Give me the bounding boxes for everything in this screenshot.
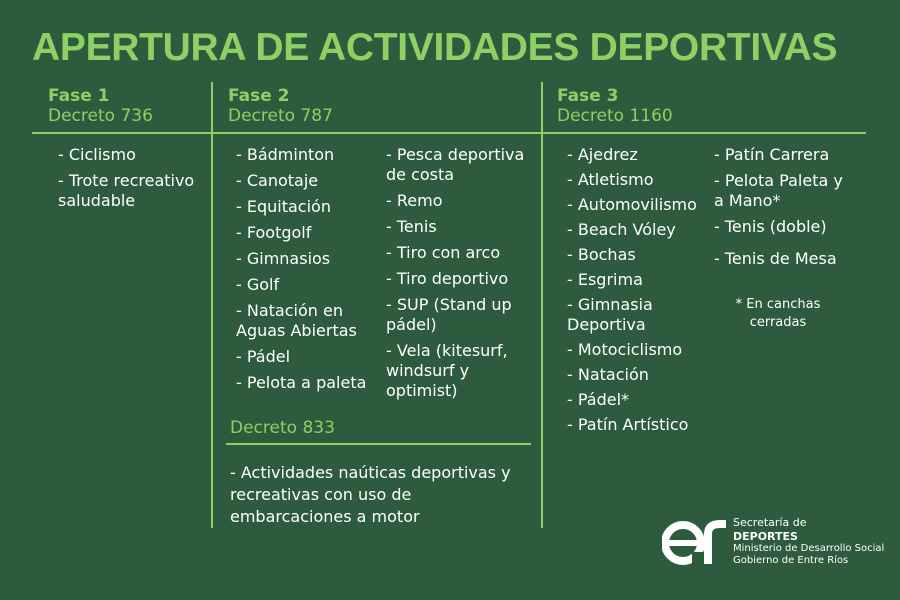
list-item: - Beach Vóley [567, 220, 676, 239]
list-item: - Canotaje [236, 171, 319, 190]
list-item: - Pelota Paleta y a Mano* [714, 171, 843, 210]
secretaria-deportes-logo [662, 512, 885, 570]
list-item: - Pádel* [567, 390, 630, 409]
phase3-decree: Decreto 1160 [557, 106, 673, 126]
list-item: - Tenis de Mesa [714, 249, 837, 268]
list-item: - Patín Artístico [567, 415, 689, 434]
divider-phase2-phase3 [541, 82, 543, 528]
phase1-list [58, 145, 208, 211]
decreto-833-divider [226, 443, 531, 445]
list-item: - Tenis [386, 217, 437, 236]
list-item: - Golf [236, 275, 280, 294]
list-item: - Equitación [236, 197, 331, 216]
logo-line-gobierno: Gobierno de Entre Ríos [733, 555, 849, 566]
list-item: - Automovilismo [567, 195, 697, 214]
logo-line-ministerio: Ministerio de Desarrollo Social [733, 543, 885, 554]
phase3-list-right [714, 145, 864, 269]
phase2-list-left [236, 145, 376, 393]
list-item: - Ajedrez [567, 145, 638, 164]
list-item: - Tenis (doble) [714, 217, 827, 236]
list-item: - Gimnasia Deportiva [567, 295, 653, 334]
phase2-decree: Decreto 787 [228, 106, 333, 126]
list-item: - Atletismo [567, 170, 654, 189]
list-item: - Natación [567, 365, 649, 384]
phase3-title: Fase 3 [557, 86, 619, 106]
list-item: - Pádel [236, 347, 291, 366]
phase2-title: Fase 2 [228, 86, 290, 106]
list-item: - Ciclismo [58, 145, 136, 164]
list-item: - Trote recreativo saludable [58, 171, 195, 210]
list-item: - Tiro con arco [386, 243, 501, 262]
list-item: - Bádminton [236, 145, 335, 164]
list-item: - Pesca deportiva de costa [386, 145, 525, 184]
list-item: - SUP (Stand up pádel) [386, 295, 512, 334]
header-divider [32, 132, 866, 134]
phase3-footnote: * En canchas cerradas [735, 297, 821, 330]
list-item: - Remo [386, 191, 443, 210]
list-item: - Vela (kitesurf, windsurf y optimist) [386, 341, 508, 400]
divider-phase1-phase2 [211, 82, 213, 528]
er-logo-icon [662, 512, 728, 568]
logo-line-secretaria: Secretaría de [733, 516, 807, 529]
list-item: - Tiro deportivo [386, 269, 509, 288]
phase2-decree-833-item: - Actividades naúticas deportivas y recreativas con uso de embarcaciones a motor [230, 463, 511, 526]
phase1-decree: Decreto 736 [48, 106, 153, 126]
list-item: - Gimnasios [236, 249, 331, 268]
list-item: - Pelota a paleta [236, 373, 367, 392]
logo-line-deportes: DEPORTES [733, 530, 798, 543]
list-item: - Esgrima [567, 270, 643, 289]
phase1-title: Fase 1 [48, 86, 110, 106]
phase2-decree-833: Decreto 833 [230, 418, 335, 438]
list-item: - Patín Carrera [714, 145, 830, 164]
phase2-list-right [386, 145, 536, 401]
phase3-list-left [567, 145, 707, 435]
page-title: APERTURA DE ACTIVIDADES DEPORTIVAS [32, 26, 838, 69]
list-item: - Bochas [567, 245, 636, 264]
list-item: - Natación en Aguas Abiertas [236, 301, 357, 340]
list-item: - Footgolf [236, 223, 312, 242]
list-item: - Motociclismo [567, 340, 683, 359]
